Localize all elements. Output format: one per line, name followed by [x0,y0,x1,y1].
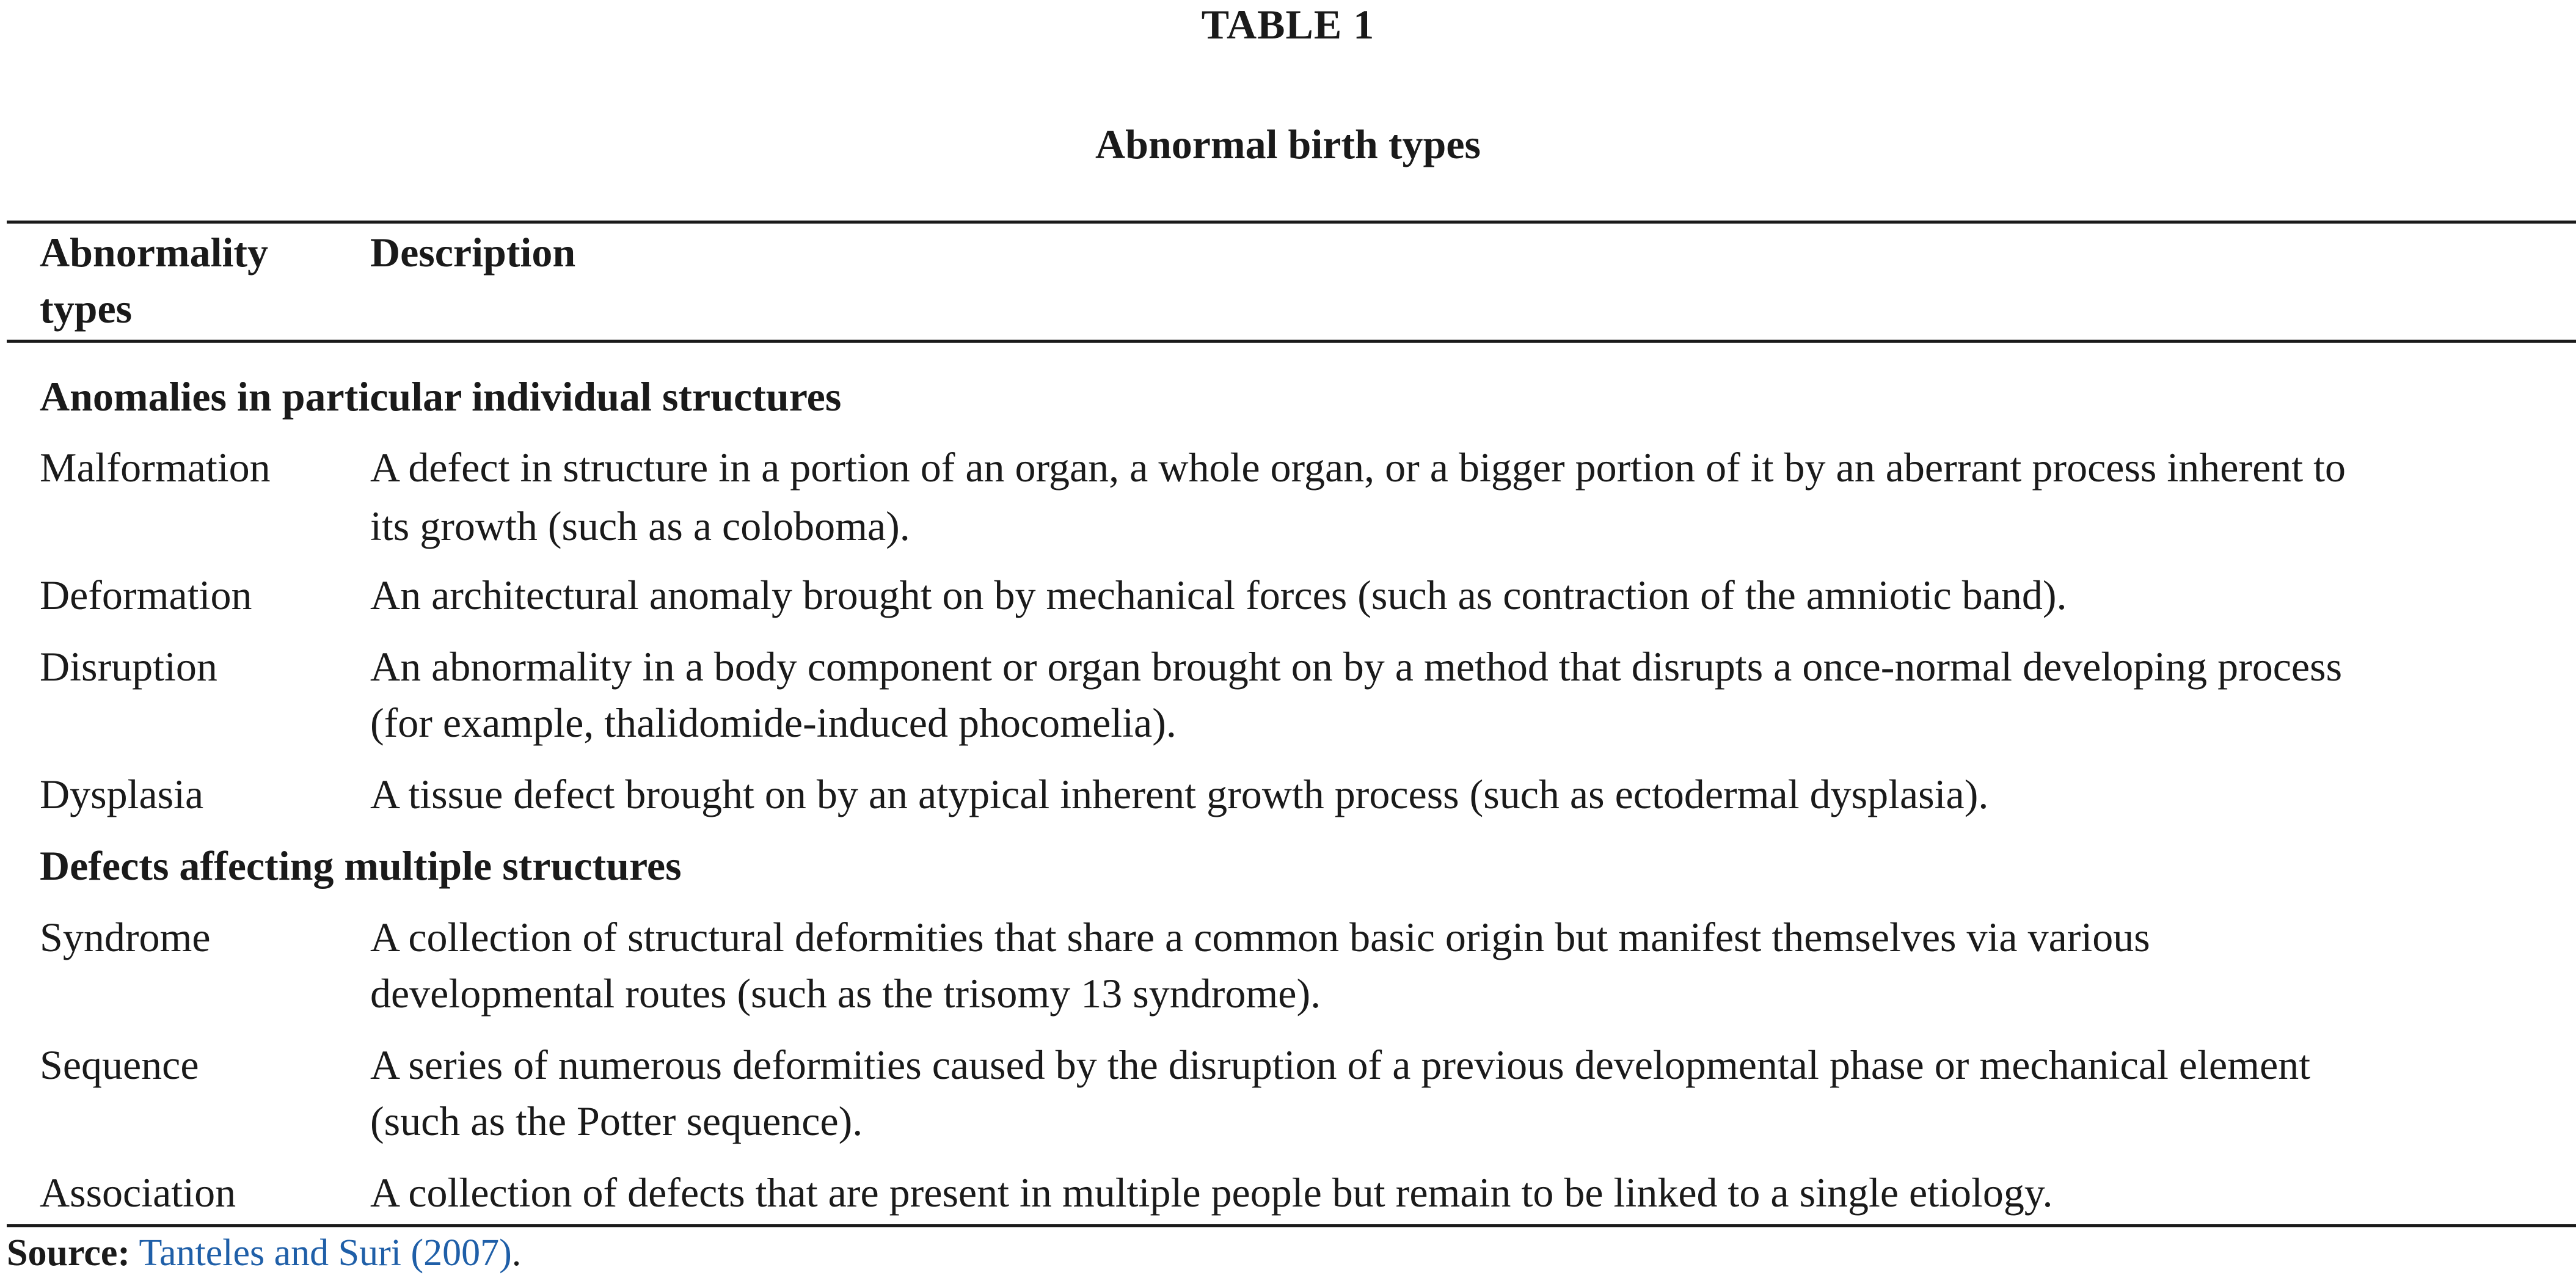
section-heading: Defects affecting multiple structures [40,842,682,889]
table-row-syndrome-type: Syndrome [40,914,211,960]
table-row-sequence-type: Sequence [40,1042,199,1088]
table-row-disruption-desc-line2: (for example, thalidomide-induced phocomelia). [370,699,1177,746]
table-row-disruption-desc-line1: An abnormality in a body component or organ brought on by a method that disrupts a once-normal developing process [370,643,2343,690]
header-abnormality-types-line2: types [40,285,133,332]
table-row-association-desc-line1: A collection of defects that are present in multiple people but remain to be linked to a single etiology. [370,1169,2053,1216]
table-row-sequence-desc-line1: A series of numerous deformities caused by the disruption of a previous developmental phase or mechanical element [370,1042,2311,1088]
header-description: Description [370,229,576,276]
table-row-syndrome-desc-line2: developmental routes (such as the trisomy 13 syndrome). [370,970,1321,1017]
table-top-rule [7,221,2576,224]
source-link[interactable]: Tanteles and Suri (2007) [139,1232,512,1274]
section-heading: Anomalies in particular individual structures [40,373,842,420]
table-row-dysplasia-type: Dysplasia [40,771,204,817]
table-bottom-rule [7,1224,2576,1227]
table-title: Abnormal birth types [1095,121,1481,167]
source-label: Source: [7,1232,131,1274]
source-note [7,1228,521,1278]
table-row-syndrome-desc-line1: A collection of structural deformities that share a common basic origin but manifest themselves via various [370,914,2150,960]
table-row-disruption-type: Disruption [40,643,217,690]
table-label: TABLE 1 [1201,1,1375,48]
table-row-malformation-desc-line2: its growth (such as a coloboma). [370,503,910,549]
table-row-deformation-desc-line1: An architectural anomaly brought on by mechanical forces (such as contraction of the amniotic band). [370,572,2067,618]
source-trailing: . [511,1232,522,1274]
table-row-association-type: Association [40,1169,236,1216]
table-row-dysplasia-desc-line1: A tissue defect brought on by an atypical inherent growth process (such as ectodermal dysplasia). [370,771,1989,817]
table-row-deformation-type: Deformation [40,572,252,618]
header-bottom-rule [7,340,2576,343]
header-abnormality-types-line1: Abnormality [40,229,268,276]
table-row-malformation-type: Malformation [40,444,271,491]
table-row-sequence-desc-line2: (such as the Potter sequence). [370,1098,863,1144]
table-row-malformation-desc-line1: A defect in structure in a portion of an organ, a whole organ, or a bigger portion of it by an aberrant process inherent to [370,444,2346,491]
